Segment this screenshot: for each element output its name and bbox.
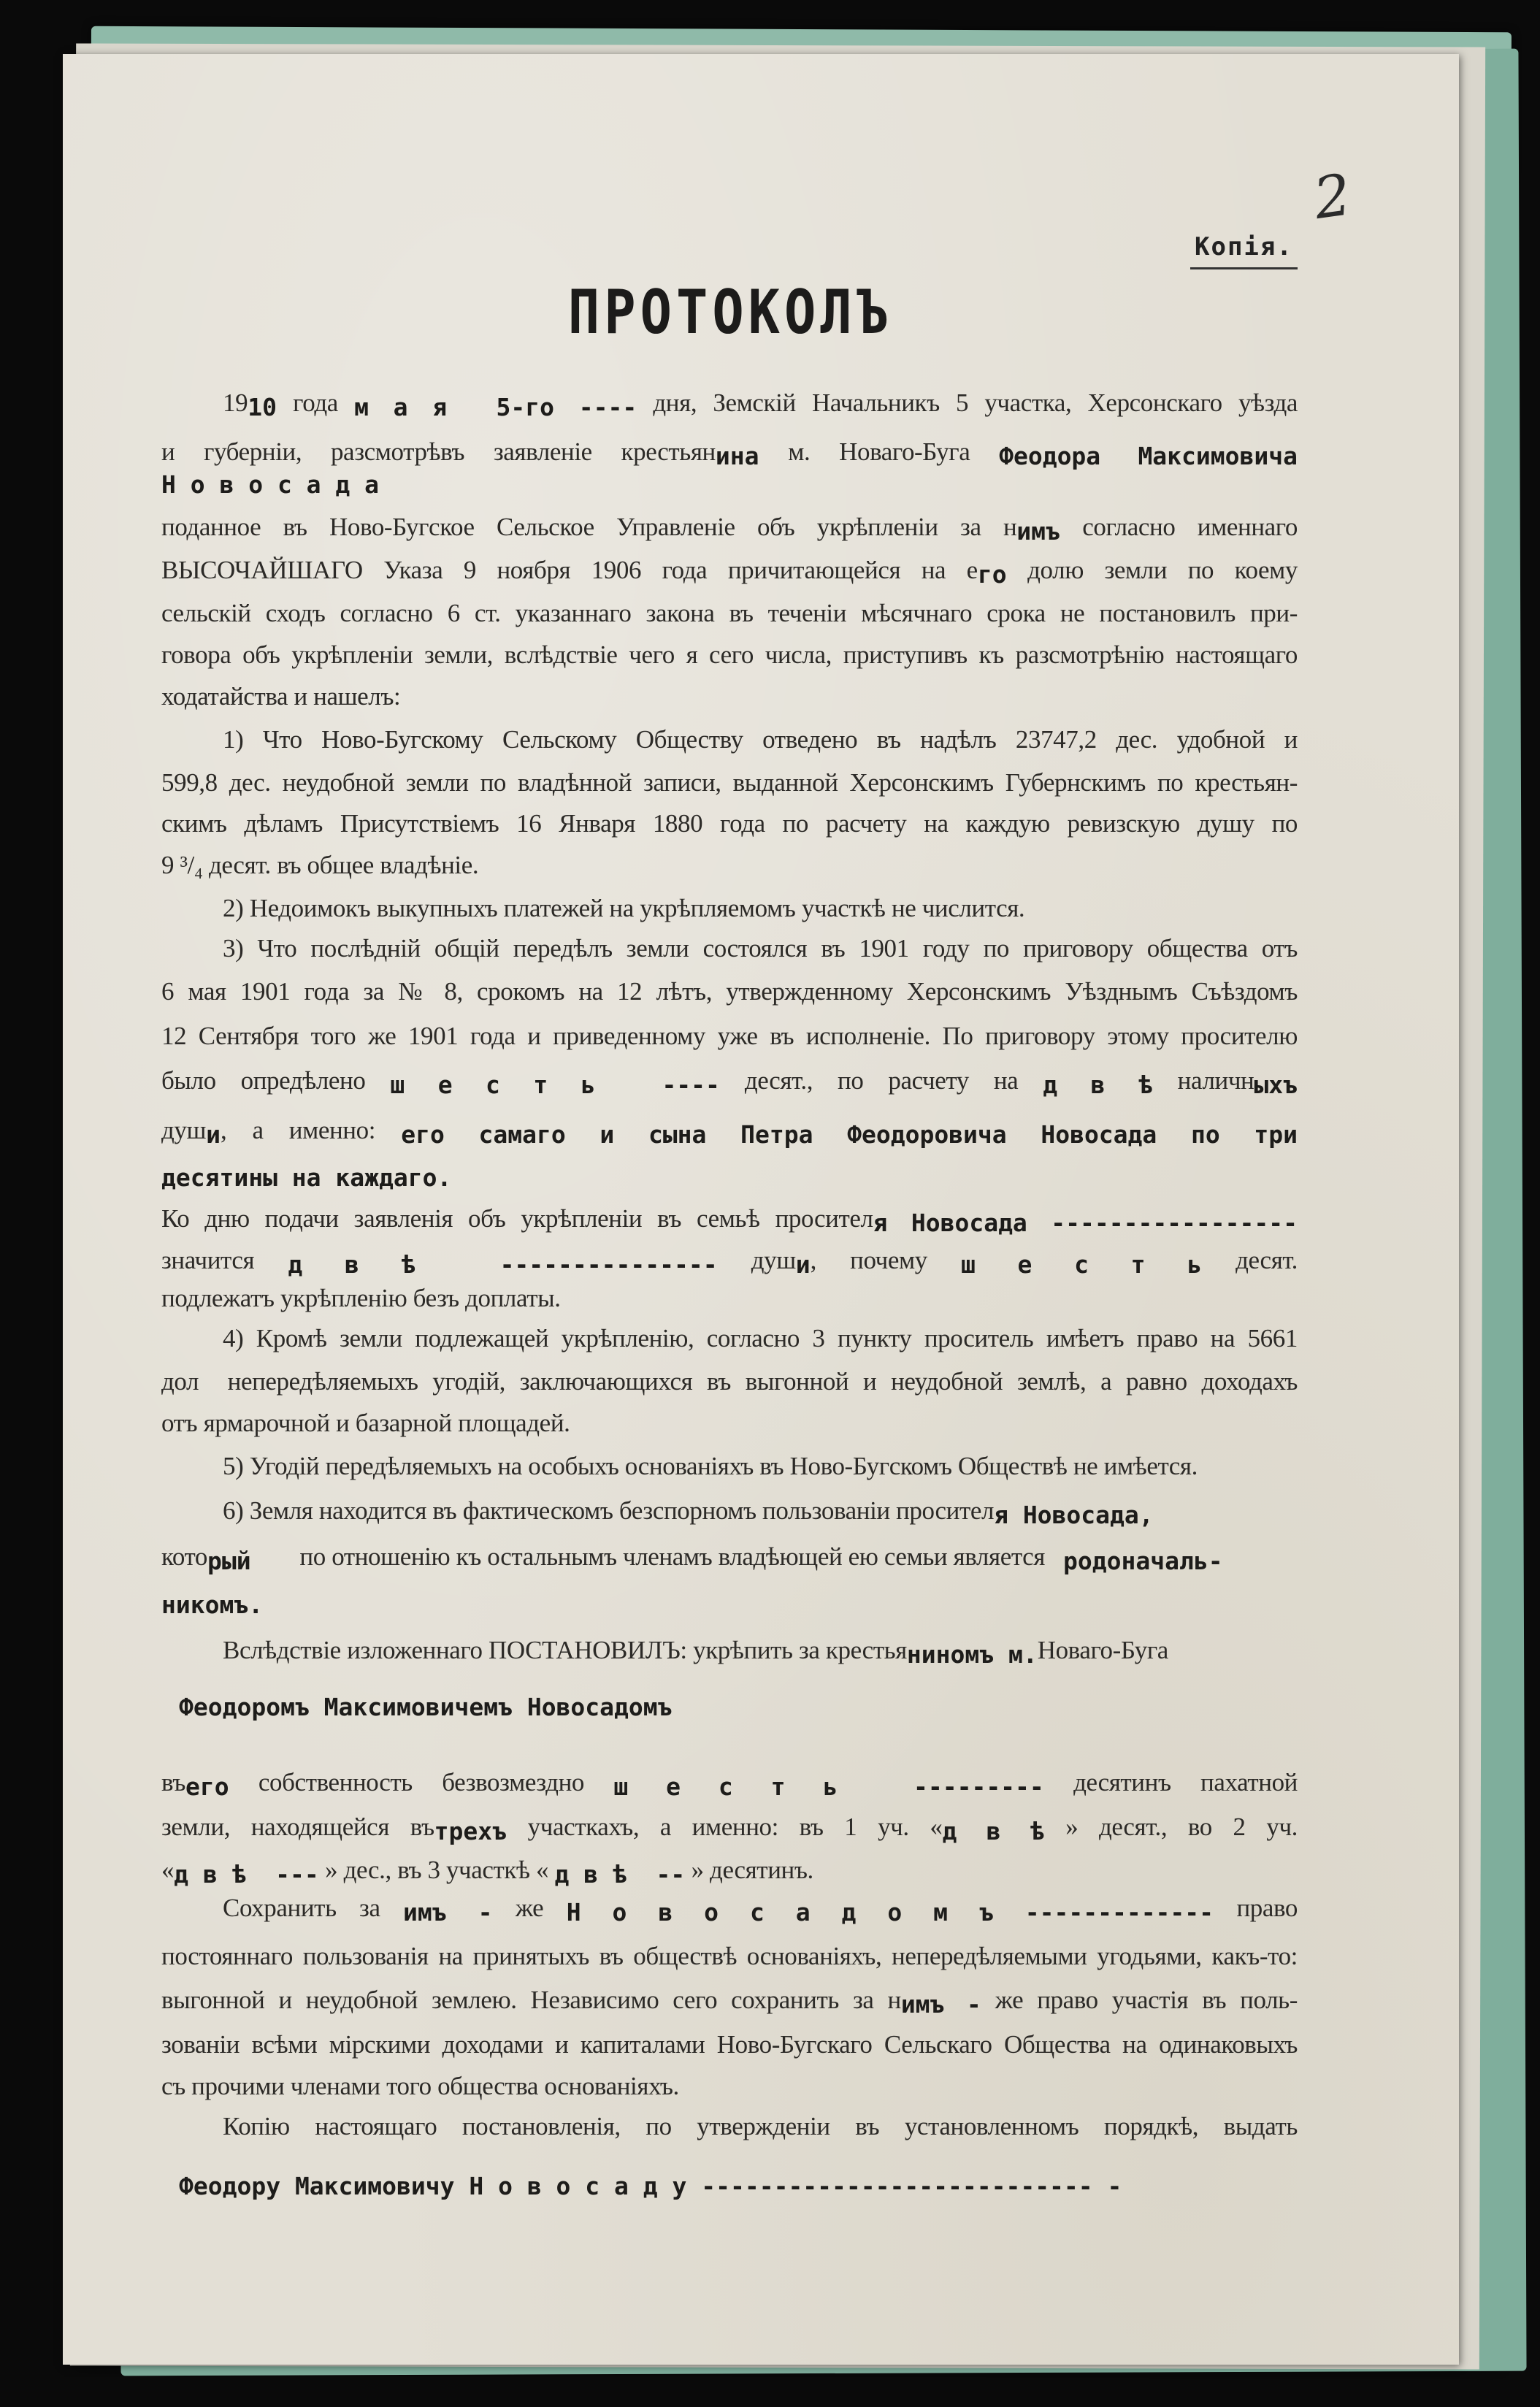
typed-text: 10 [248,393,277,421]
printed-text: же право участія въ поль- [981,1986,1298,2014]
printed-text: долю земли по коему [1006,556,1298,584]
printed-text: говора объ укрѣпленіи земли, вслѣдствіе чего я сего числа, приступивъ къ разсмотрѣнію настоящаго [161,640,1298,669]
document-line [161,436,1298,468]
printed-text: Ко дню подачи заявленія объ укрѣпленіи въ семьѣ просител [161,1204,873,1233]
typed-text: м а я 5-го ---- [354,393,637,421]
typed-text: я Новосада, [994,1501,1154,1529]
printed-text: дол непередѣляемыхъ угодій, заключающихся въ выгонной и неудобной землѣ, а равно доходахъ [161,1367,1298,1396]
typed-text: его [185,1772,229,1801]
document-line [161,1811,1298,1843]
document-line [161,1114,1298,1147]
document-title: ПРОТОКОЛЪ [567,276,893,348]
typed-text: имъ - [900,1990,981,2018]
typed-text: имъ [1016,517,1060,546]
printed-text: значится [161,1246,288,1274]
typed-text: трехъ [434,1817,507,1845]
document-line [161,1020,1298,1052]
printed-text: ходатайства и нашелъ: [161,682,401,711]
document-line [223,2111,1298,2143]
document-line [223,1634,1298,1669]
typed-text: ниномъ м. [906,1640,1038,1669]
typed-text: ш е с т ь ---- [390,1071,720,1099]
printed-text: 3) Что послѣдній общій передѣлъ земли состоялся въ 1901 году по приговору общества отъ [223,934,1298,963]
typed-text: го [977,560,1007,589]
typed-text: родоначаль- [1063,1547,1223,1575]
printed-text: 19 [223,389,248,417]
typed-text: д в ѣ [1043,1071,1153,1099]
printed-text: 12 Сентября того же 1901 года и приведенному уже въ исполненіе. По приговору этому просителю [161,1022,1298,1050]
printed-text: поданное въ Ново-Бугское Сельское Управленіе объ укрѣпленіи за н [161,513,1017,541]
handwritten-page-number: 2 [1309,161,1355,233]
document-line [161,639,1298,671]
document-line [179,2166,1298,2198]
typed-text: д в ѣ -- [554,1860,686,1889]
typed-text: и [206,1120,221,1149]
typed-text: его самаго и сына Петра Феодоровича Новосада по три [401,1120,1298,1149]
printed-text: право [1214,1894,1298,1922]
typed-text: и [795,1250,811,1279]
document-line [161,1065,1298,1097]
typed-text: никомъ. [161,1591,264,1619]
typed-text: Н о в о с а д а [161,470,380,499]
document-line [223,1450,1298,1482]
typed-text: ш е с т ь --------- [613,1772,1044,1801]
document-line [223,1892,1298,1924]
document-line [161,1366,1298,1398]
printed-text: 9 ³/₄ десят. въ общее владѣніе. [161,851,479,879]
printed-text: » дес., въ 3 участкѣ « [318,1856,555,1884]
printed-text: скимъ дѣламъ Присутствіемъ 16 Января 1880 года по расчету на каждую ревизскую душу по [161,809,1298,838]
typed-text: я Новосада ----------------- [873,1209,1298,1237]
document-line [179,1687,1298,1719]
printed-text: душ [161,1116,207,1144]
typed-text: ина [715,442,759,470]
printed-text: наличн [1152,1066,1254,1095]
document-line [161,1767,1298,1799]
copy-mark: Копія. [1190,232,1298,269]
typed-text: д в ѣ [942,1817,1045,1845]
printed-text: Новаго-Буга [1037,1636,1168,1664]
document-line [161,1282,1298,1315]
printed-text: Копію настоящаго постановленія, по утвержденіи въ установленномъ порядкѣ, выдать [223,2112,1298,2140]
printed-text: десят., по расчету на [719,1066,1043,1095]
document-line [161,808,1298,840]
document-line [223,892,1298,925]
printed-text: , а именно: [220,1116,402,1144]
printed-text: съ прочими членами того общества основаніяхъ. [161,2072,679,2100]
printed-text: , почему [810,1246,962,1274]
printed-text: отъ ярмарочной и базарной площадей. [161,1409,570,1437]
printed-text: » десятинъ. [685,1856,813,1884]
printed-text: Сохранить за [223,1894,404,1922]
typed-text: Феодору Максимовичу Н о в о с а д у --------------------------- - [179,2172,1122,2200]
document-line [161,1407,1298,1439]
printed-text: ВЫСОЧАЙШАГО Указа 9 ноября 1906 года причитающейся на е [161,556,978,584]
typed-text: ыхъ [1254,1071,1298,1099]
document-line [223,1495,1298,1527]
document-line [161,767,1298,799]
printed-text: же [492,1894,567,1922]
document-line [161,1940,1298,1972]
document-line [161,1854,1298,1889]
printed-text: земли, находящейся въ [161,1813,434,1841]
printed-text: дня, Земскій Начальникъ 5 участка, Херсонскаго уѣзда [637,389,1298,417]
printed-text: выгонной и неудобной землею. Независимо сего сохранить за н [161,1986,901,2014]
typed-text: д в ѣ --------------- [288,1250,718,1279]
document-line [161,2029,1298,2061]
document-line [161,1984,1298,2016]
document-line [161,464,1298,497]
document-line [161,849,1298,881]
printed-text: было опредѣлено [161,1066,391,1095]
document-line [161,1585,1298,1617]
printed-text: 599,8 дес. неудобной земли по владѣнной записи, выданной Херсонскимъ Губернскимъ по крестьян- [161,768,1298,797]
printed-text: десятинъ пахатной [1043,1768,1298,1796]
printed-text: постояннаго пользованія на принятыхъ въ обществѣ основаніяхъ, непередѣляемыми угодьями, какъ-то: [161,1942,1298,1970]
document-line [223,724,1298,756]
typed-text: Феодора Максимовича [999,442,1298,470]
printed-text: кото [161,1542,207,1571]
document-line [161,554,1298,589]
printed-text: 6 мая 1901 года за № 8, срокомъ на 12 лѣтъ, утвержденному Херсонскимъ Уѣзднымъ Съѣздомъ [161,977,1298,1006]
typed-text: рый [207,1547,251,1575]
printed-text: и губерніи, разсмотрѣвъ заявленіе крестьян [161,437,716,466]
printed-text: десят. [1202,1246,1298,1274]
document-line [161,1541,1298,1573]
printed-text: участкахъ, а именно: въ 1 уч. « [507,1813,943,1841]
printed-text: душ [717,1246,796,1274]
document-line [161,511,1298,546]
document-line [161,1244,1298,1277]
document-line [161,976,1298,1008]
printed-text: въ [161,1768,185,1796]
document-line [161,1157,1298,1190]
printed-text: 5) Угодій передѣляемыхъ на особыхъ основаніяхъ въ Ново-Бугскомъ Обществѣ не имѣется. [223,1452,1198,1480]
printed-text: м. Новаго-Буга [759,437,1000,466]
document-line [223,387,1298,419]
printed-text: 1) Что Ново-Бугскому Сельскому Обществу отведено въ надѣлъ 23747,2 дес. удобной и [223,725,1298,754]
printed-text: согласно именнаго [1060,513,1298,541]
printed-text: сельскій сходъ согласно 6 ст. указаннаго закона въ теченіи мѣсячнаго срока не постановилъ при- [161,599,1298,627]
document-line [161,1203,1298,1235]
document-line [161,681,1298,713]
printed-text: » десят., во 2 уч. [1044,1813,1298,1841]
printed-text: 4) Кромѣ земли подлежащей укрѣпленію, согласно 3 пункту проситель имѣетъ право на 5661 [223,1324,1298,1352]
document-line [223,933,1298,965]
printed-text: по отношенію къ остальнымъ членамъ владѣющей ею семьи является [250,1542,1064,1571]
document-line [161,597,1298,630]
typed-text: Феодоромъ Максимовичемъ Новосадомъ [179,1693,673,1721]
typed-text: Н о в о с а д о м ъ ------------- [566,1898,1214,1926]
printed-text: 2) Недоимокъ выкупныхъ платежей на укрѣпляемомъ участкѣ не числится. [223,894,1025,922]
printed-text: « [161,1856,175,1884]
typed-text: ш е с т ь [961,1250,1202,1279]
printed-text: 6) Земля находится въ фактическомъ безспорномъ пользованіи просител [223,1496,995,1525]
typed-text: д в ѣ --- [174,1860,319,1889]
typed-text: десятины на каждаго. [161,1163,452,1192]
printed-text: года [276,389,355,417]
printed-text: собственность безвозмездно [229,1768,614,1796]
document-line [223,1323,1298,1355]
document-line [161,2070,1298,2102]
printed-text: зованіи всѣми мірскими доходами и капиталами Ново-Бугскаго Сельскаго Общества на одинаковыхъ [161,2030,1298,2059]
typed-text: имъ - [403,1898,493,1926]
printed-text: подлежатъ укрѣпленію безъ доплаты. [161,1284,561,1312]
printed-text: Вслѣдствіе изложеннаго ПОСТАНОВИЛЪ: укрѣпить за крестья [223,1636,907,1664]
